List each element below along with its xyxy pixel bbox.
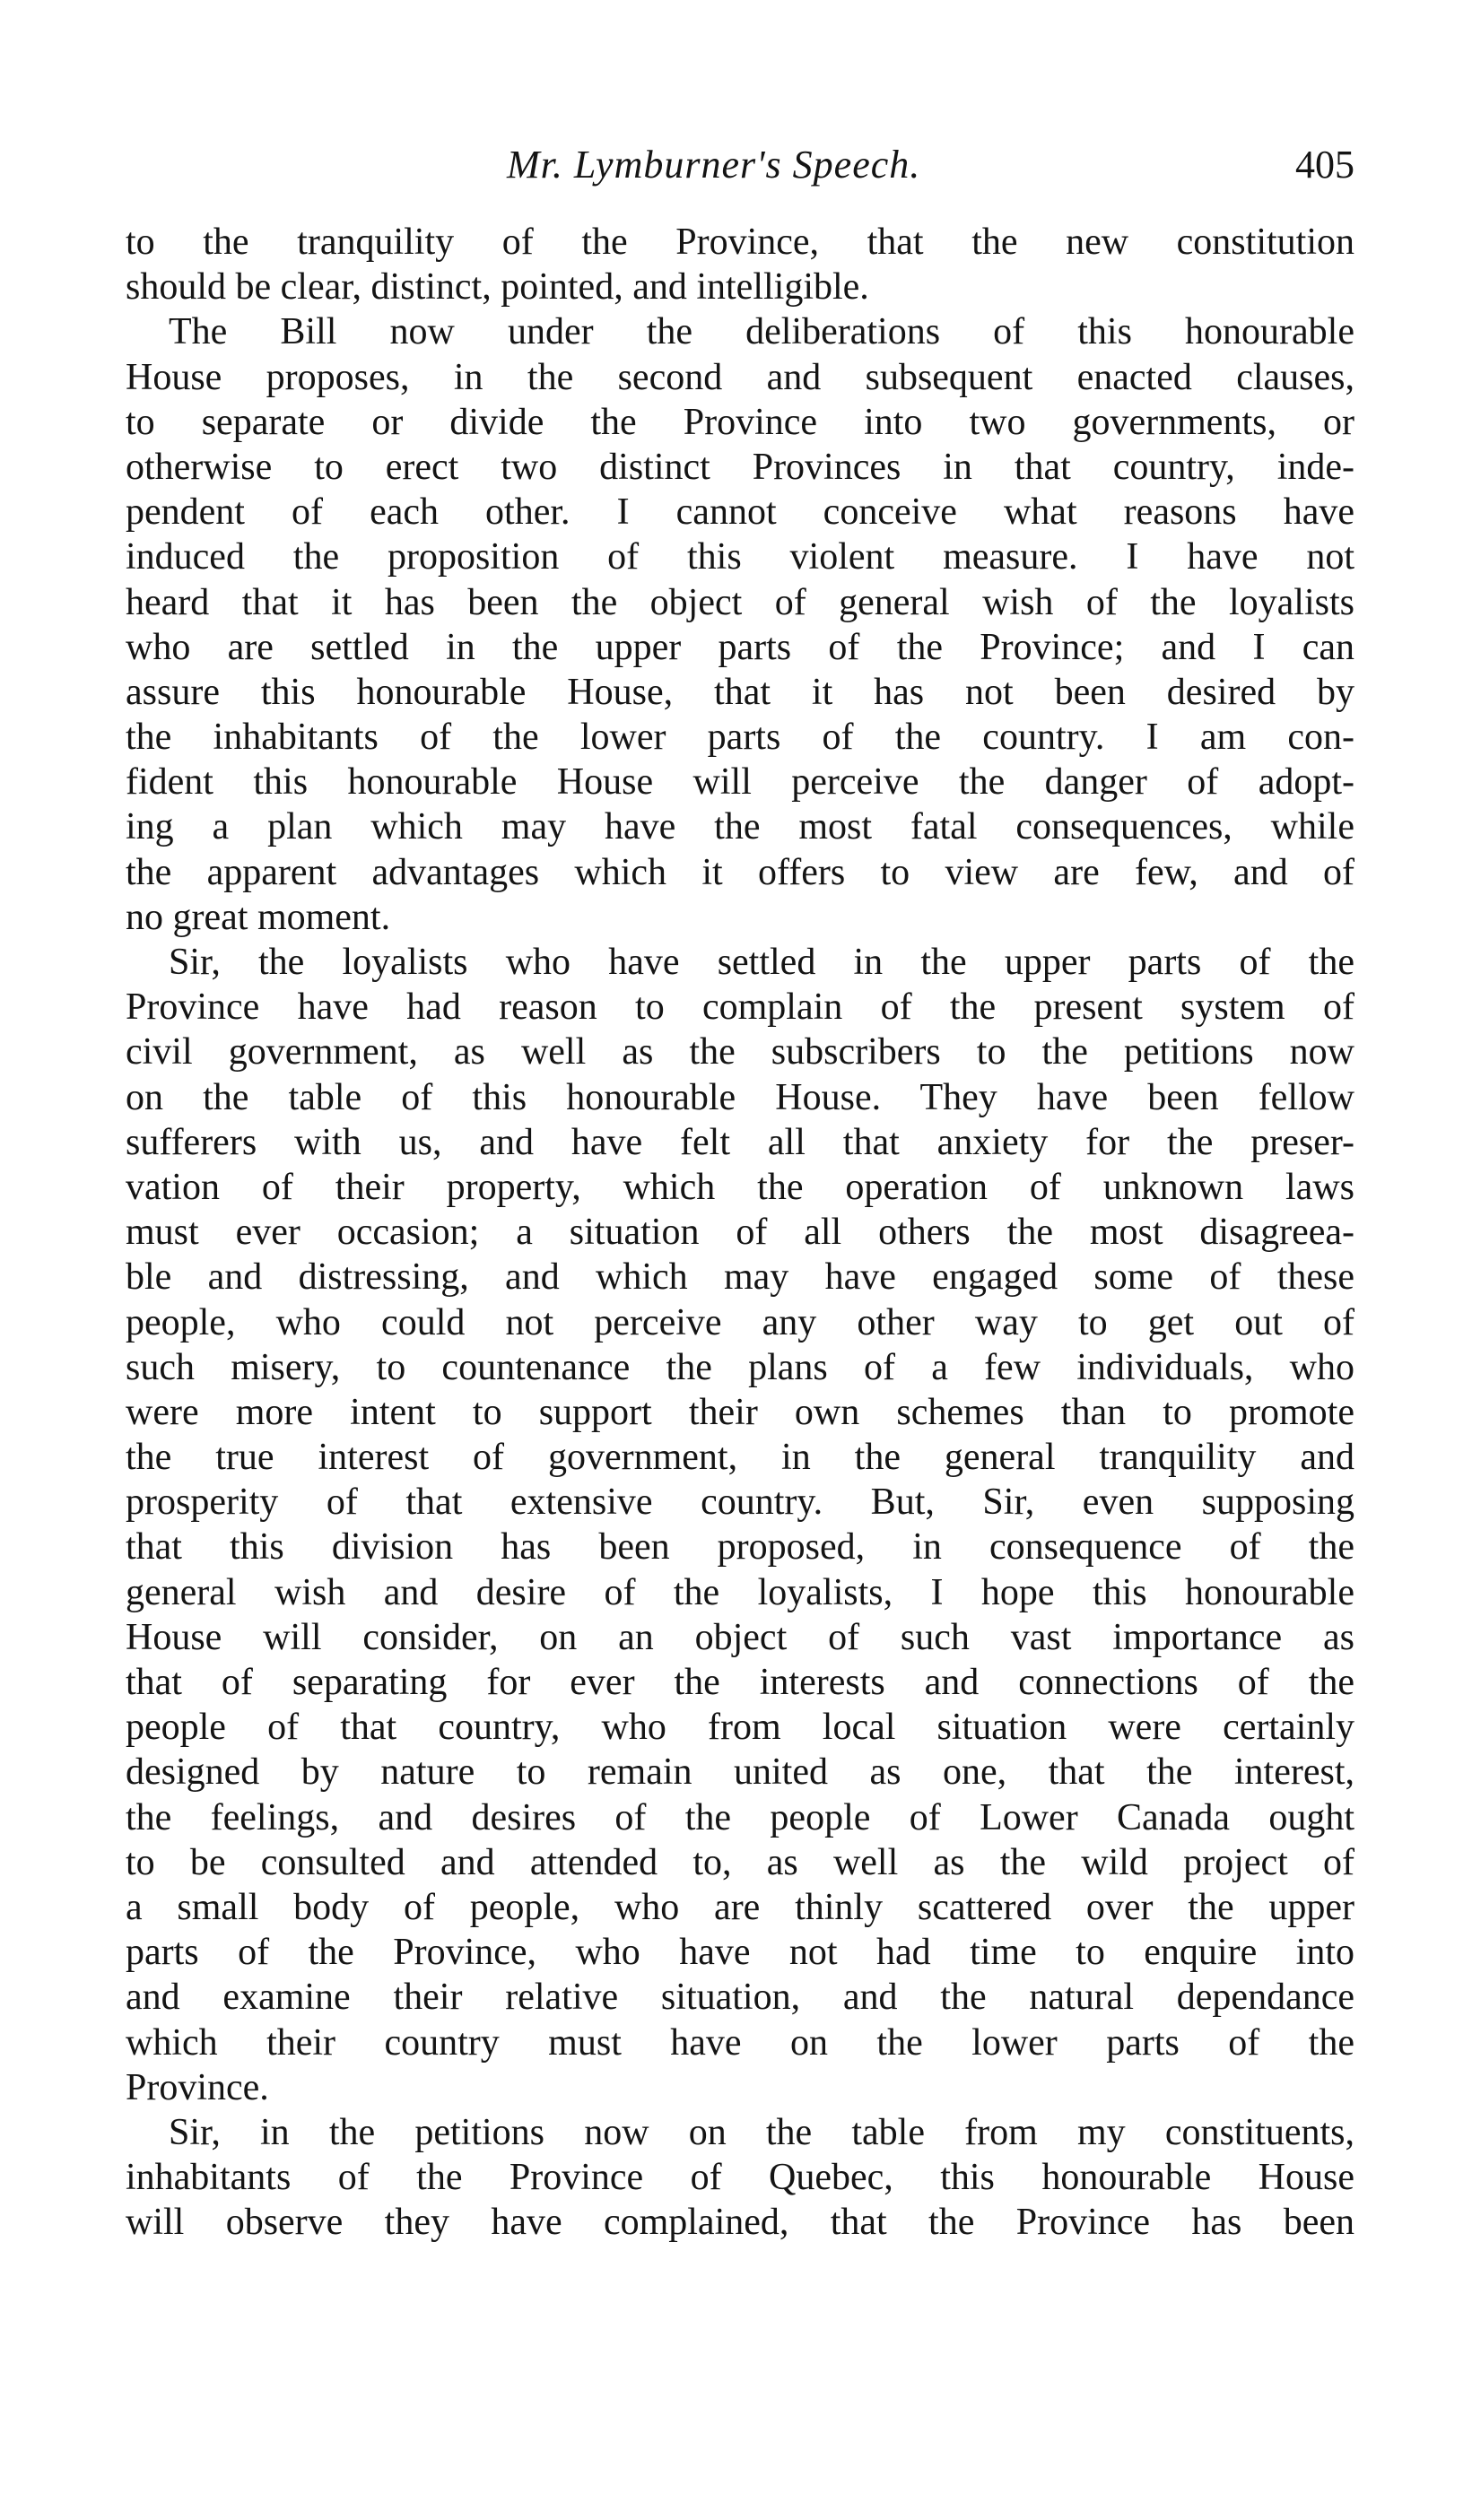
text-line: House proposes, in the second and subsequent enacted clauses, — [126, 356, 1354, 398]
text-line: pendent of each other. I cannot conceive what reasons have — [126, 491, 1354, 534]
text-line: must ever occasion; a situation of all others the most disagreea- — [126, 1212, 1354, 1254]
text-line: who are settled in the upper parts of the Province; and I can — [126, 626, 1354, 668]
text-line: Province. — [126, 2066, 269, 2108]
text-line: Sir, in the petitions now on the table from my constituents, — [169, 2111, 1354, 2153]
running-head — [126, 142, 1354, 196]
text-line: civil government, as well as the subscribers to the petitions now — [126, 1031, 1354, 1073]
text-line: prosperity of that extensive country. But, Sir, even supposing — [126, 1482, 1354, 1524]
text-line: designed by nature to remain united as one, that the interest, — [126, 1751, 1354, 1794]
text-line: parts of the Province, who have not had time to enquire into — [126, 1932, 1354, 1974]
text-line: on the table of this honourable House. They have been fellow — [126, 1076, 1354, 1118]
text-line: were more intent to support their own schemes than to promote — [126, 1391, 1354, 1433]
text-line: ing a plan which may have the most fatal consequences, while — [126, 806, 1354, 848]
running-title: Mr. Lymburner's Speech. — [507, 143, 921, 187]
text-line: such misery, to countenance the plans of a few individuals, who — [126, 1346, 1354, 1388]
text-line: people of that country, who from local situation were certainly — [126, 1707, 1354, 1749]
text-line: should be clear, distinct, pointed, and intelligible. — [126, 266, 869, 308]
body-text — [126, 220, 1354, 2245]
text-line: inhabitants of the Province of Quebec, this honourable House — [126, 2157, 1354, 2199]
text-line: otherwise to erect two distinct Provinces in that country, inde- — [126, 446, 1354, 488]
text-line: heard that it has been the object of general wish of the loyalists — [126, 581, 1354, 623]
text-line: a small body of people, who are thinly scattered over the upper — [126, 1886, 1354, 1928]
text-line: that this division has been proposed, in consequence of the — [126, 1526, 1354, 1568]
text-line: to the tranquility of the Province, that the new constitution — [126, 222, 1354, 263]
text-line: the true interest of government, in the general tranquility and — [126, 1437, 1354, 1479]
text-line: vation of their property, which the operation of unknown laws — [126, 1166, 1354, 1208]
text-line: to separate or divide the Province into two governments, or — [126, 401, 1354, 443]
text-line: fident this honourable House will perceive the danger of adopt- — [126, 761, 1354, 804]
text-line: the apparent advantages which it offers to view are few, and of — [126, 851, 1354, 893]
text-line: the inhabitants of the lower parts of the country. I am con- — [126, 717, 1354, 759]
text-line: which their country must have on the lower parts of the — [126, 2021, 1354, 2064]
text-line: will observe they have complained, that the Province has been — [126, 2202, 1354, 2244]
text-line: induced the proposition of this violent measure. I have not — [126, 536, 1354, 578]
text-line: The Bill now under the deliberations of this honourable — [169, 311, 1354, 353]
text-line: assure this honourable House, that it has not been desired by — [126, 671, 1354, 713]
text-line: general wish and desire of the loyalists, I hope this honourable — [126, 1571, 1354, 1613]
text-line: House will consider, on an object of such vast importance as — [126, 1616, 1354, 1658]
text-line: Province have had reason to complain of the present system of — [126, 986, 1354, 1029]
text-line: sufferers with us, and have felt all that anxiety for the preser- — [126, 1121, 1354, 1163]
text-line: to be consulted and attended to, as well as the wild project of — [126, 1841, 1354, 1883]
text-line: no great moment. — [126, 896, 391, 938]
text-line: the feelings, and desires of the people of Lower Canada ought — [126, 1796, 1354, 1838]
text-line: Sir, the loyalists who have settled in the upper parts of the — [169, 942, 1354, 983]
text-line: ble and distressing, and which may have engaged some of these — [126, 1256, 1354, 1299]
page-number: 405 — [1295, 143, 1354, 187]
text-line: people, who could not perceive any other way to get out of — [126, 1301, 1354, 1343]
text-line: and examine their relative situation, and the natural dependance — [126, 1977, 1354, 2019]
text-line: that of separating for ever the interests and connections of the — [126, 1662, 1354, 1703]
